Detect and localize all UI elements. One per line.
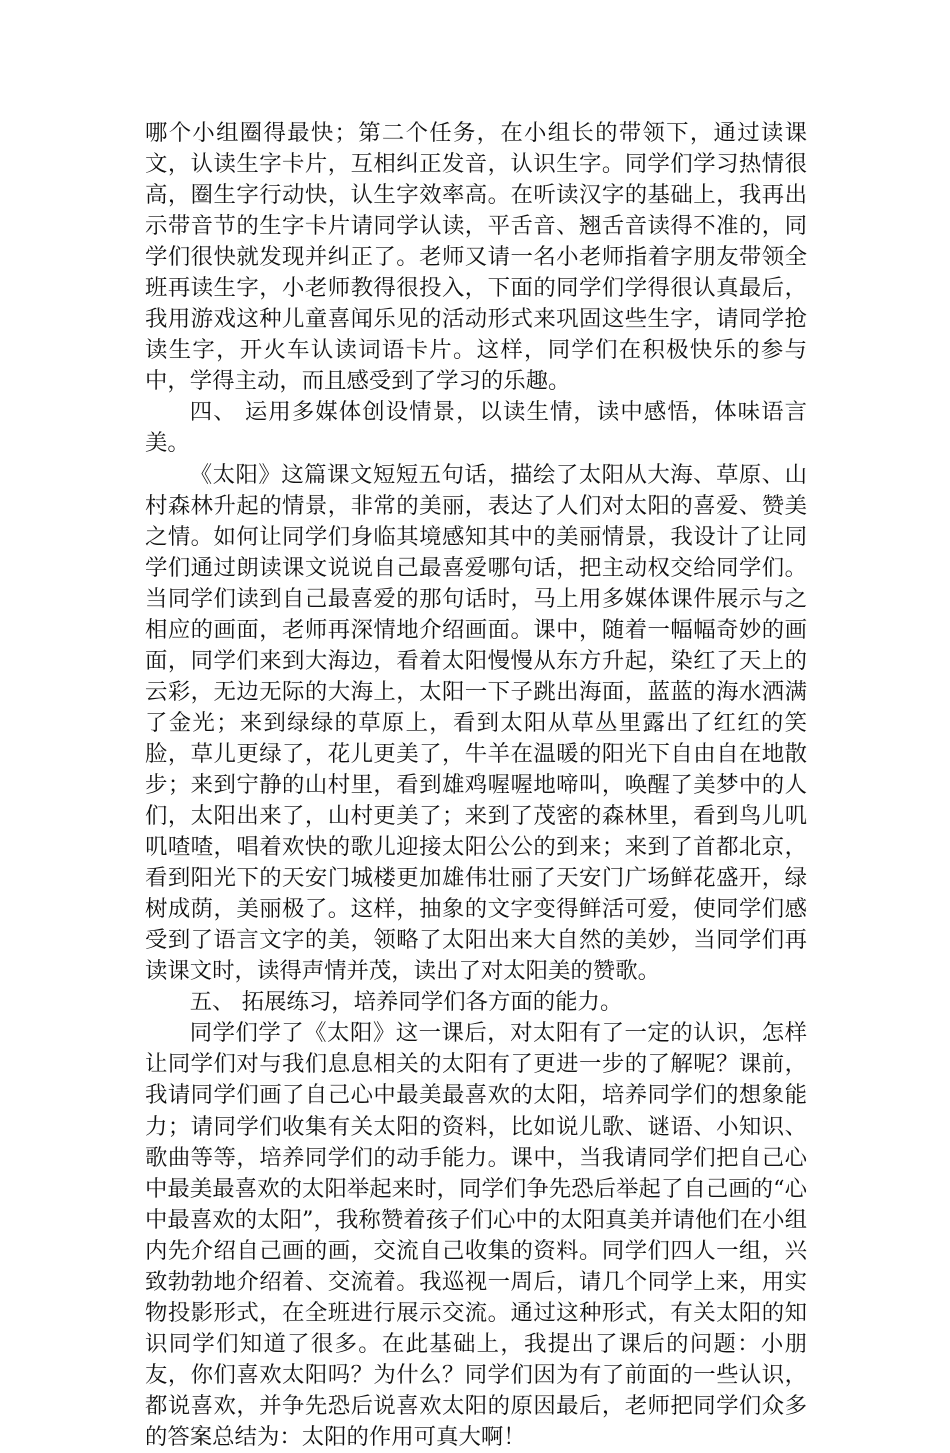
heading-section-five: 五、 拓展练习，培养同学们各方面的能力。 bbox=[189, 989, 623, 1016]
document-page bbox=[145, 118, 807, 1453]
paragraph-group-activity: 哪个小组圈得最快；第二个任务，在小组长的带领下，通过读课文，认读生字卡片，互相纠正发音，认识生字。同学们学习热情很高，圈生字行动快，认生字效率高。在听读汉字的基础上，我再出示带音节的生字卡片请同学认读，平舌音、翘舌音读得不准的，同学们很快就发现并纠正了。老师又请一名小老师指着字朋友带领全班再读生字，小老师教得很投入，下面的同学们学得很认真最后，我用游戏这种儿童喜闻乐见的活动形式来巩固这些生字，请同学抢读生字，开火车认读词语卡片。这样，同学们在积极快乐的参与中，学得主动，而且感受到了学习的乐趣。 bbox=[145, 120, 807, 395]
paragraph-extension-practice: 同学们学了《太阳》这一课后，对太阳有了一定的认识，怎样让同学们对与我们息息相关的太阳有了更进一步的了解呢？课前，我请同学们画了自己心中最美最喜欢的太阳，培养同学们的想象能力；请同学们收集有关太阳的资料，比如说儿歌、谜语、小知识、歌曲等等，培养同学们的动手能力。课中，当我请同学们把自己心中最美最喜欢的太阳举起来时，同学们争先恐后举起了自己画的“心中最喜欢的太阳”，我称赞着孩子们心中的太阳真美并请他们在小组内先介绍自己画的画，交流自己收集的资料。同学们四人一组，兴致勃勃地介绍着、交流着。我巡视一周后，请几个同学上来，用实物投影形式，在全班进行展示交流。通过这种形式，有关太阳的知识同学们知道了很多。在此基础上，我提出了课后的问题：小朋友，你们喜欢太阳吗？为什么？同学们因为有了前面的一些认识，都说喜欢，并争先恐后说喜欢太阳的原因最后，老师把同学们众多的答案总结为：太阳的作用可真大啊！ bbox=[145, 1020, 807, 1450]
paragraph-multimedia: 《太阳》这篇课文短短五句话，描绘了太阳从大海、草原、山村森林升起的情景，非常的美丽，表达了人们对太阳的喜爱、赞美之情。如何让同学们身临其境感知其中的美丽情景，我设计了让同学们通过朗读课文说说自己最喜爱哪句话，把主动权交给同学们。当同学们读到自己最喜爱的那句话时，马上用多媒体课件展示与之相应的画面，老师再深情地介绍画面。课中，随着一幅幅奇妙的画面，同学们来到大海边，看着太阳慢慢从东方升起，染红了天上的云彩，无边无际的大海上，太阳一下子跳出海面，蓝蓝的海水洒满了金光；来到绿绿的草原上，看到太阳从草丛里露出了红红的笑脸，草儿更绿了，花儿更美了，牛羊在温暖的阳光下自由自在地散步；来到宁静的山村里，看到雄鸡喔喔地啼叫，唤醒了美梦中的人们，太阳出来了，山村更美了；来到了茂密的森林里，看到鸟儿叽叽喳喳，唱着欢快的歌儿迎接太阳公公的到来；来到了首都北京，看到阳光下的天安门城楼更加雄伟壮丽了天安门广场鲜花盛开，绿树成荫，美丽极了。这样，抽象的文字变得鲜活可爱，使同学们感受到了语言文字的美，领略了太阳出来大自然的美妙，当同学们再读课文时，读得声情并茂，读出了对太阳美的赞歌。 bbox=[145, 461, 807, 985]
heading-section-four: 四、 运用多媒体创设情景，以读生情，读中感悟，体味语言美。 bbox=[145, 399, 807, 457]
